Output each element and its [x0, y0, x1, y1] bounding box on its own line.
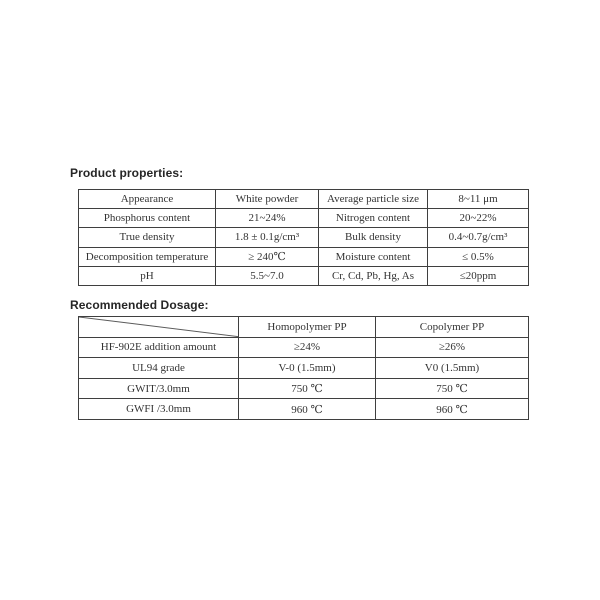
diagonal-line — [79, 317, 238, 337]
dosage-value-cell: V-0 (1.5mm) — [239, 358, 376, 379]
column-header-cell: Copolymer PP — [376, 317, 529, 338]
dosage-value-cell: 960 ℃ — [376, 399, 529, 420]
property-value-cell: 20~22% — [428, 209, 529, 228]
property-name-cell: Bulk density — [319, 228, 428, 247]
table-row — [79, 247, 529, 266]
table-row — [79, 358, 529, 379]
property-value-cell: White powder — [216, 190, 319, 209]
column-header-cell: Homopolymer PP — [239, 317, 376, 338]
recommended-dosage-table — [78, 316, 529, 420]
property-value-cell: ≥ 240℃ — [216, 247, 319, 266]
property-name-cell: True density — [79, 228, 216, 247]
table-row — [79, 378, 529, 399]
dosage-name-cell: GWIT/3.0mm — [79, 378, 239, 399]
property-value-cell: ≤ 0.5% — [428, 247, 529, 266]
property-name-cell: Moisture content — [319, 247, 428, 266]
property-name-cell: Average particle size — [319, 190, 428, 209]
table-row — [79, 209, 529, 228]
property-name-cell: pH — [79, 266, 216, 285]
dosage-value-cell: 750 ℃ — [376, 378, 529, 399]
dosage-value-cell: 750 ℃ — [239, 378, 376, 399]
property-name-cell: Phosphorus content — [79, 209, 216, 228]
table-row — [79, 228, 529, 247]
property-name-cell: Appearance — [79, 190, 216, 209]
product-properties-table — [78, 189, 529, 286]
recommended-dosage-heading: Recommended Dosage: — [70, 298, 209, 312]
table-header-row — [79, 317, 529, 338]
table-row — [79, 266, 529, 285]
product-properties-heading: Product properties: — [70, 166, 184, 180]
property-value-cell: 8~11 μm — [428, 190, 529, 209]
dosage-name-cell: UL94 grade — [79, 358, 239, 379]
dosage-value-cell: ≥24% — [239, 337, 376, 358]
table-row — [79, 190, 529, 209]
property-name-cell: Nitrogen content — [319, 209, 428, 228]
property-value-cell: ≤20ppm — [428, 266, 529, 285]
property-value-cell: 1.8 ± 0.1g/cm³ — [216, 228, 319, 247]
dosage-value-cell: V0 (1.5mm) — [376, 358, 529, 379]
property-value-cell: 5.5~7.0 — [216, 266, 319, 285]
property-value-cell: 21~24% — [216, 209, 319, 228]
table-row — [79, 399, 529, 420]
property-value-cell: 0.4~0.7g/cm³ — [428, 228, 529, 247]
diagonal-header-cell — [79, 317, 239, 338]
property-name-cell: Cr, Cd, Pb, Hg, As — [319, 266, 428, 285]
table-row — [79, 337, 529, 358]
dosage-value-cell: 960 ℃ — [239, 399, 376, 420]
property-name-cell: Decomposition temperature — [79, 247, 216, 266]
dosage-name-cell: GWFI /3.0mm — [79, 399, 239, 420]
dosage-name-cell: HF-902E addition amount — [79, 337, 239, 358]
dosage-value-cell: ≥26% — [376, 337, 529, 358]
